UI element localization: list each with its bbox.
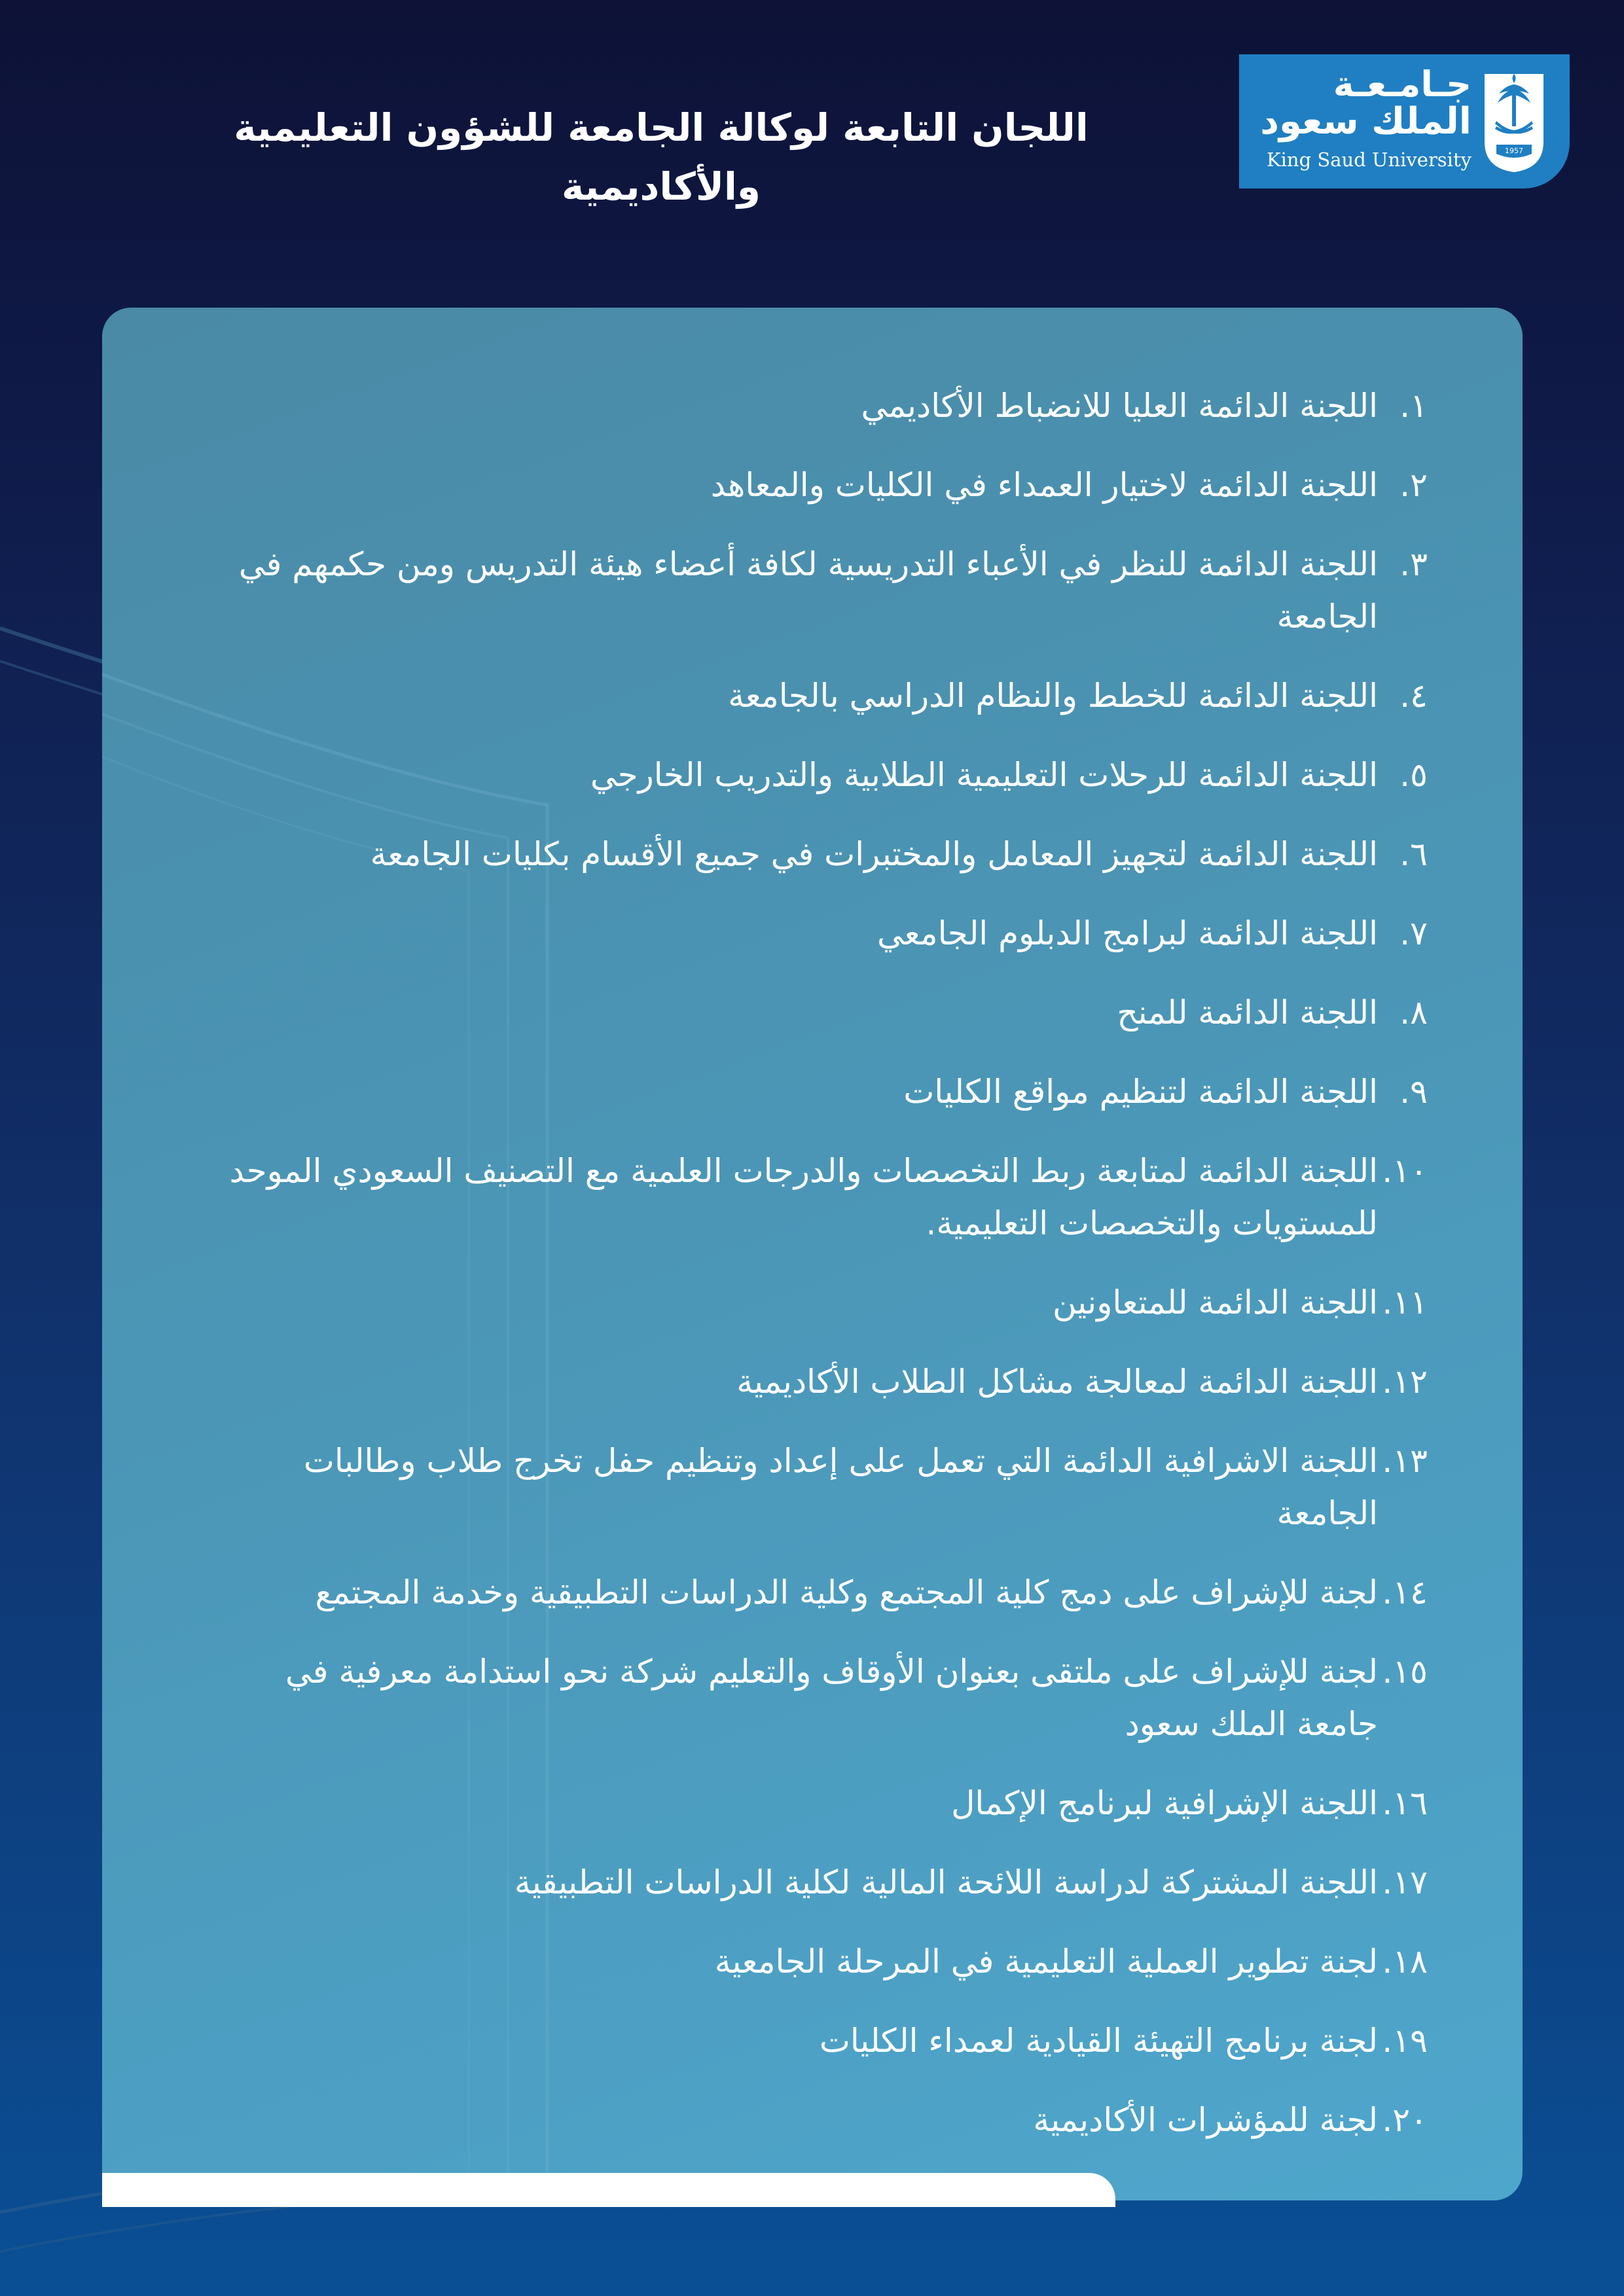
committee-number: ١١. [1382,1283,1428,1321]
committee-name: اللجنة الدائمة لتنظيم مواقع الكليات [903,1073,1378,1111]
committee-number: ١٧. [1382,1863,1428,1901]
committee-item [217,749,1428,801]
committee-number: ١٦. [1382,1784,1428,1822]
committee-name: اللجنة الدائمة للخطط والنظام الدراسي بالجامعة [728,677,1378,715]
committee-item [217,986,1428,1039]
committee-item [217,2094,1428,2146]
committee-item [217,670,1428,722]
committee-number: ١. [1399,387,1428,425]
committee-item [217,1566,1428,1619]
committee-item [217,828,1428,880]
committee-item [217,459,1428,511]
committee-name: اللجنة الدائمة العليا للانضباط الأكاديمي [861,387,1378,425]
logo-arabic-university: جـامـعـة [1333,63,1471,105]
committee-number: ٨. [1399,994,1428,1031]
committee-name: لجنة للمؤشرات الأكاديمية [1033,2101,1378,2139]
committee-item [217,538,1428,643]
committee-item [217,1355,1428,1408]
committee-number: ١٩. [1382,2022,1428,2060]
logo-english-name: King Saud University [1266,149,1471,171]
committee-number: ٢٠. [1382,2101,1428,2139]
committee-name: اللجنة الدائمة لتجهيز المعامل والمختبرات في جميع الأقسام بكليات الجامعة [370,835,1378,873]
committee-name: اللجنة الدائمة لبرامج الدبلوم الجامعي [876,914,1378,952]
bottom-white-strip [102,2173,1115,2207]
committee-number: ٣. [1399,545,1428,583]
committee-number: ١٨. [1382,1943,1428,1981]
committee-number: ١٥. [1382,1653,1428,1691]
committee-name: اللجنة الدائمة للمتعاونين [1053,1283,1378,1321]
committee-item [217,1856,1428,1909]
committee-item [217,2015,1428,2067]
university-logo [1239,54,1570,188]
committee-name: اللجنة الإشرافية لبرنامج الإكمال [951,1784,1378,1822]
committee-number: ١٠. [1382,1152,1428,1190]
committee-name: اللجنة الدائمة لاختيار العمداء في الكليات والمعاهد [710,466,1378,504]
logo-arabic-name: الملك سعود [1260,100,1471,143]
committee-item [217,1276,1428,1329]
committee-item [217,380,1428,432]
committee-number: ٦. [1399,835,1428,873]
committee-item [217,907,1428,960]
committee-name: اللجنة الدائمة لمتابعة ربط التخصصات والدرجات العلمية مع التصنيف السعودي الموحد للمستويات والتخصصات التعليمية. [229,1152,1378,1242]
committee-item [217,1435,1428,1539]
committee-number: ٩. [1399,1073,1428,1111]
committee-item [217,1777,1428,1829]
committee-name: اللجنة الدائمة لمعالجة مشاكل الطلاب الأكاديمية [736,1363,1378,1401]
committee-name: لجنة تطوير العملية التعليمية في المرحلة الجامعية [714,1943,1378,1981]
committee-number: ٢. [1399,466,1428,504]
committee-item [217,1145,1428,1249]
committee-item [217,1935,1428,1988]
committee-number: ٧. [1399,914,1428,952]
committee-name: اللجنة الاشرافية الدائمة التي تعمل على إعداد وتنظيم حفل تخرج طلاب وطالبات الجامعة [303,1442,1378,1532]
committee-name: اللجنة المشتركة لدراسة اللائحة المالية لكلية الدراسات التطبيقية [514,1863,1378,1901]
committee-item [217,1066,1428,1118]
committee-number: ٥. [1399,756,1428,794]
committees-card [102,308,1523,2200]
committee-name: لجنة للإشراف على دمج كلية المجتمع وكلية الدراسات التطبيقية وخدمة المجتمع [315,1573,1378,1611]
committee-number: ١٢. [1382,1363,1428,1401]
committee-item [217,1645,1428,1750]
committee-name: اللجنة الدائمة للرحلات التعليمية الطلابية والتدريب الخارجي [590,756,1378,794]
committee-number: ١٤. [1382,1573,1428,1611]
committee-number: ١٣. [1382,1442,1428,1480]
committee-name: لجنة برنامج التهيئة القيادية لعمداء الكليات [819,2022,1378,2060]
page-title: اللجان التابعة لوكالة الجامعة للشؤون التعليمية والأكاديمية [234,105,1089,209]
committee-number: ٤. [1399,677,1428,715]
committee-name: اللجنة الدائمة للنظر في الأعباء التدريسية لكافة أعضاء هيئة التدريس ومن حكمهم في الجامعة [238,545,1378,636]
logo-year: 1957 [1505,147,1523,155]
committee-name: لجنة للإشراف على ملتقى بعنوان الأوقاف والتعليم شركة نحو استدامة معرفية في جامعة الملك سعود [285,1653,1378,1743]
palm-swords-emblem-icon [1481,69,1547,173]
committee-name: اللجنة الدائمة للمنح [1117,994,1378,1031]
committees-list [217,380,1428,2173]
